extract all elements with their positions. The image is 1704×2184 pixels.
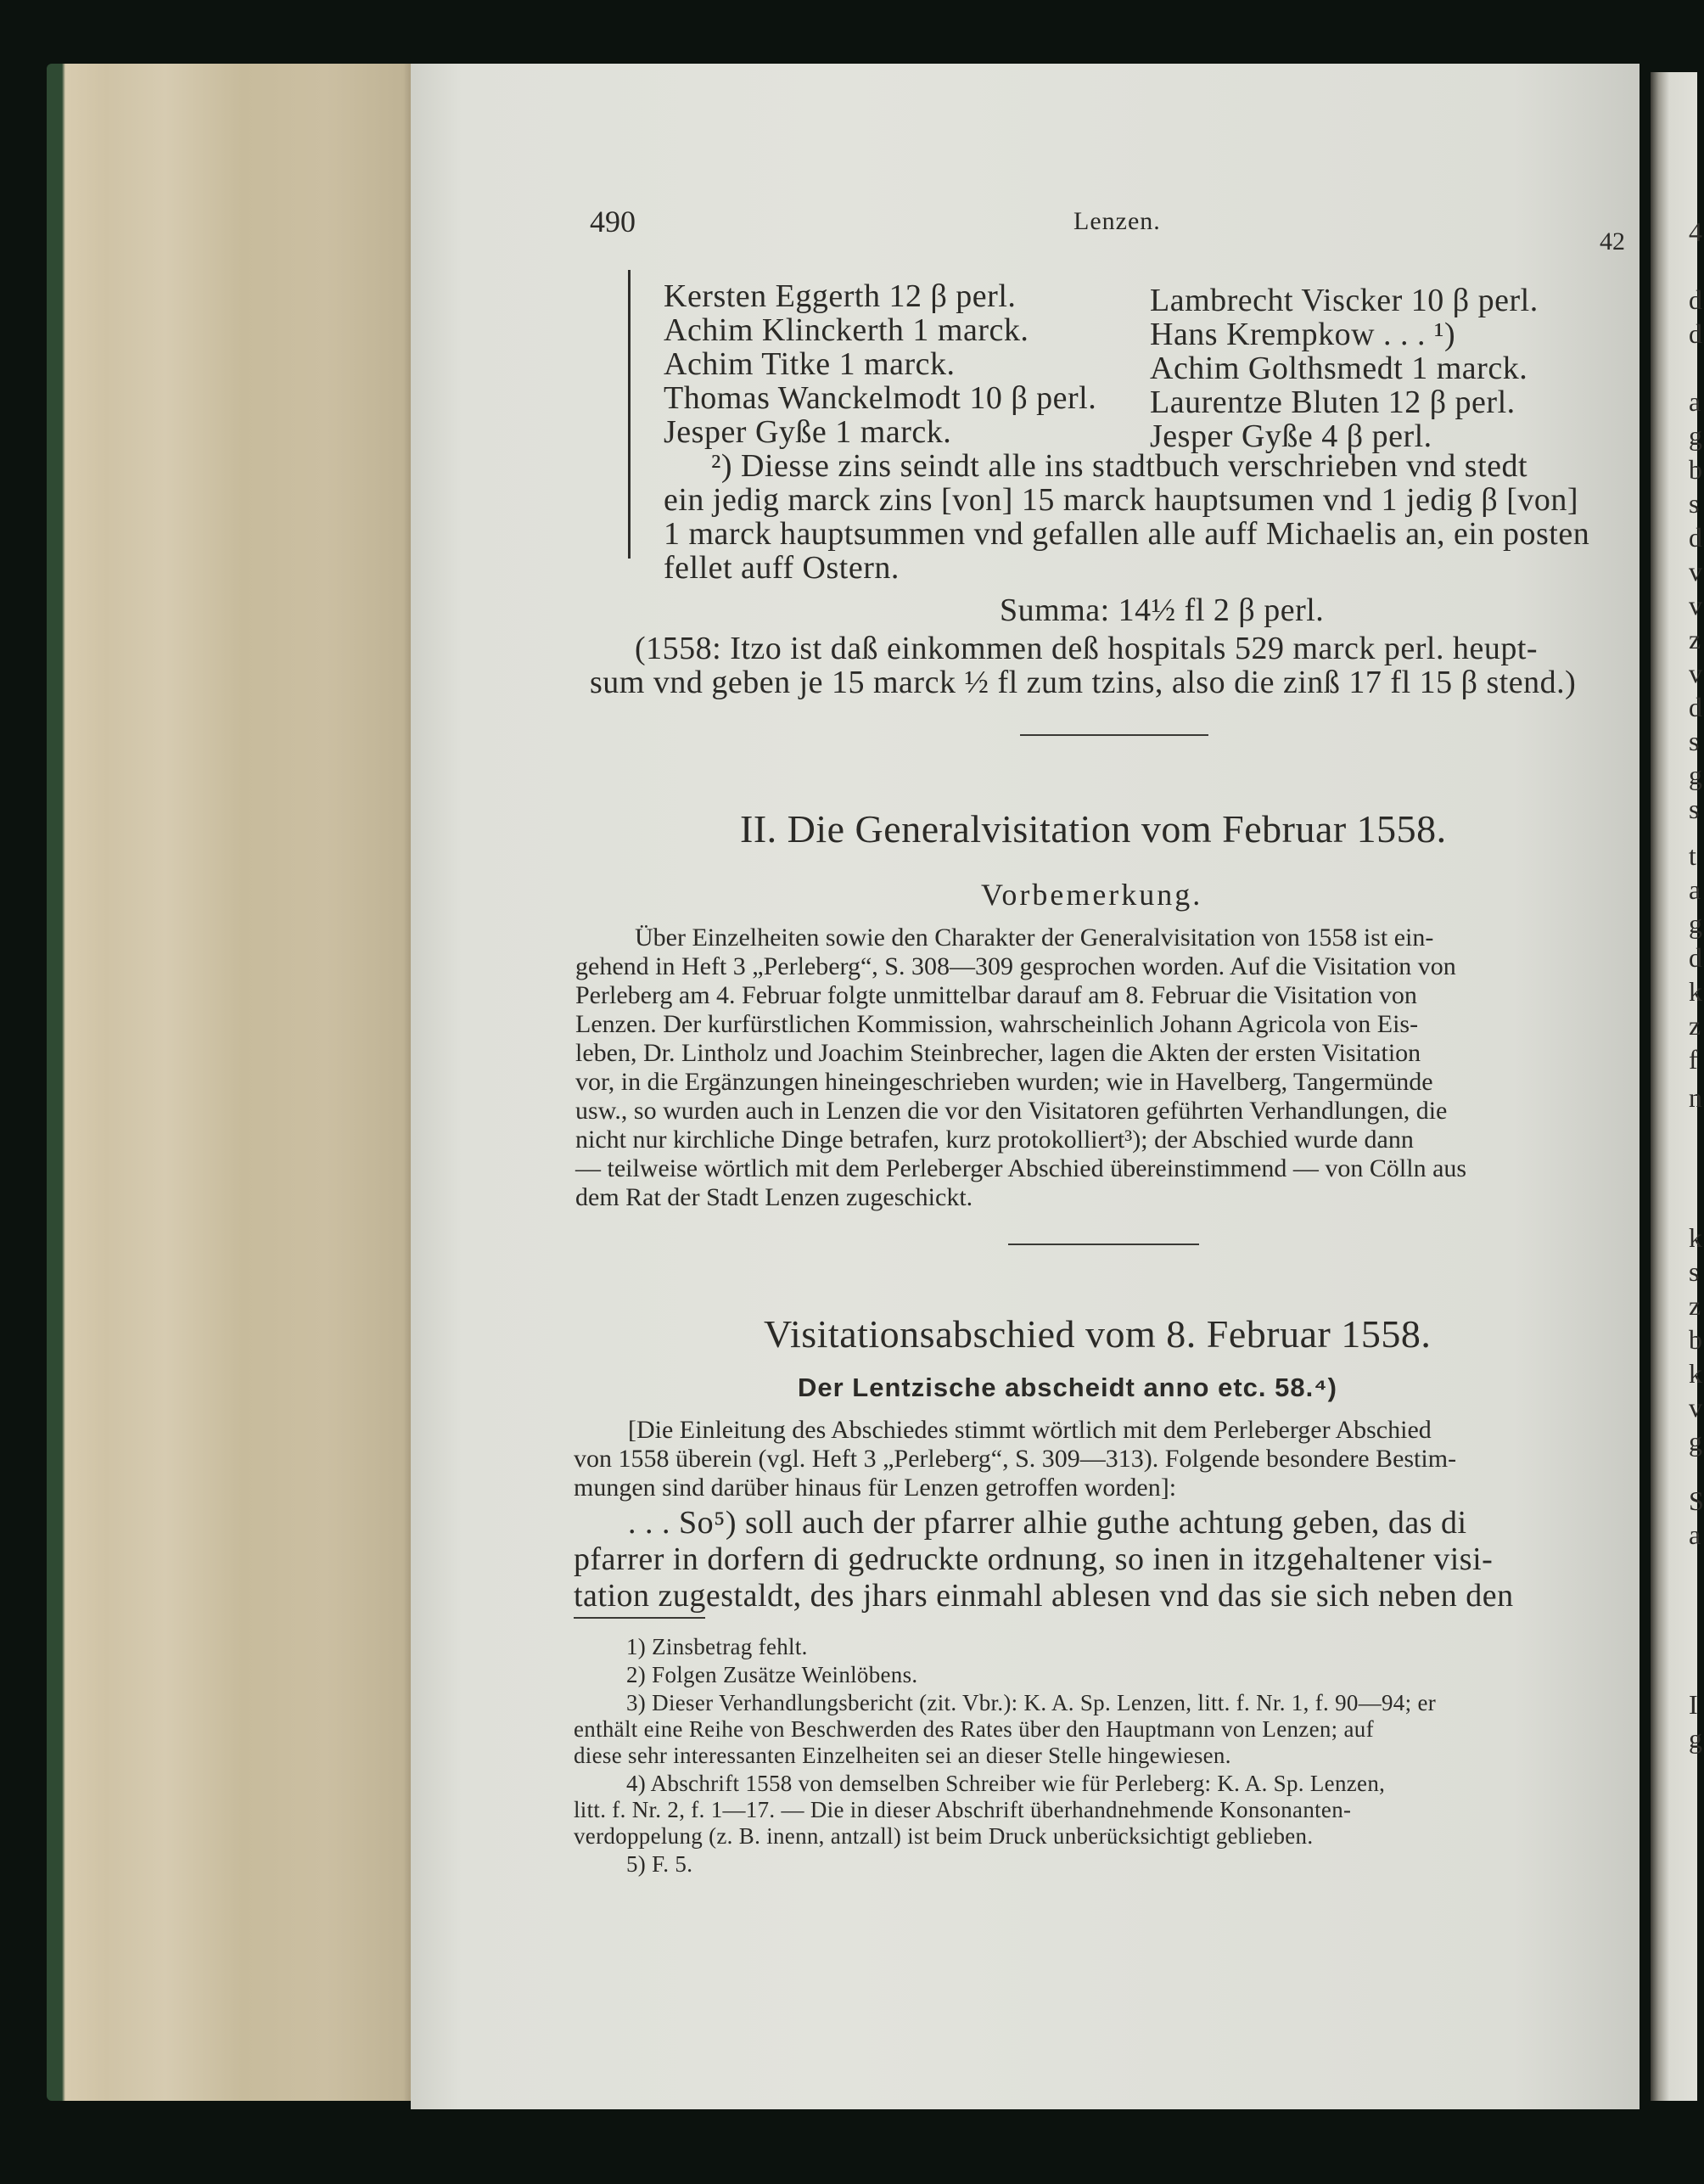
note-line: ein jedig marck zins [von] 15 marck hauptsumen vnd 1 jedig β [von] (664, 482, 1579, 518)
facing-page-char: t (1689, 840, 1696, 871)
note-line: 1 marck hauptsummen vnd gefallen alle auff Michaelis an, ein posten (664, 516, 1590, 552)
section-title: II. Die Generalvisitation vom Februar 1558. (740, 807, 1447, 851)
paragraph-line: nicht nur kirchliche Dinge betrafen, kurz protokolliert³); der Abschied wurde dann (575, 1126, 1414, 1154)
facing-page-char: z (1689, 1010, 1701, 1041)
intro-line: [Die Einleitung des Abschiedes stimmt wörtlich mit dem Perleberger Abschied (628, 1416, 1432, 1444)
facing-page-char: n (1689, 1082, 1702, 1113)
payment-entry: Achim Golthsmedt 1 marck. (1150, 351, 1528, 386)
payment-entry: Kersten Eggerth 12 β perl. (664, 278, 1017, 314)
facing-page-char: a (1689, 874, 1701, 905)
facing-page-char: s (1689, 1256, 1700, 1287)
footnote: 3) Dieser Verhandlungsbericht (zit. Vbr.): K. A. Sp. Lenzen, litt. f. Nr. 1, f. 90—94; er (626, 1690, 1437, 1715)
paragraph-line: Perleberg am 4. Februar folgte unmittelbar darauf am 8. Februar die Visitation von (575, 981, 1417, 1009)
facing-page-char: s (1689, 794, 1700, 824)
footnote: 1) Zinsbetrag fehlt. (626, 1634, 808, 1659)
paragraph-line: leben, Dr. Lintholz und Joachim Steinbrecher, lagen die Akten der ersten Visitation (575, 1039, 1421, 1067)
facing-page-char: s (1689, 726, 1700, 756)
facing-page-char: b (1689, 1324, 1702, 1355)
facing-page-char: v (1689, 658, 1702, 688)
note-line: ²) Diesse zins seindt alle ins stadtbuch verschrieben vnd stedt (711, 448, 1528, 484)
footnote: 2) Folgen Zusätze Weinlöbens. (626, 1662, 918, 1687)
facing-page-char: s (1689, 488, 1700, 519)
facing-page-char: g (1689, 760, 1702, 790)
footnote: enthält eine Reihe von Beschwerden des Rates über den Hauptmann von Lenzen; auf (574, 1716, 1374, 1742)
payment-entry: Jesper Gyße 1 marck. (664, 414, 952, 450)
facing-page-char: d (1689, 318, 1702, 349)
paragraph-line: vor, in die Ergänzungen hineingeschrieben wurden; wie in Havelberg, Tangermünde (575, 1068, 1433, 1096)
paragraph-line: dem Rat der Stadt Lenzen zugeschickt. (575, 1183, 973, 1211)
note-line: fellet auff Ostern. (664, 550, 900, 586)
facing-page-char: z (1689, 624, 1701, 654)
summa-line: Summa: 14½ fl 2 β perl. (1000, 592, 1325, 628)
intro-line: von 1558 überein (vgl. Heft 3 „Perleberg“, S. 309—313). Folgende besondere Bestim- (574, 1445, 1457, 1473)
facing-page-char: a (1689, 1519, 1701, 1550)
payment-entry: Lambrecht Viscker 10 β perl. (1150, 283, 1539, 318)
footnote: verdoppelung (z. B. inenn, antzall) ist beim Druck unberücksichtigt geblieben. (574, 1823, 1314, 1849)
facing-page-char: 4 (1689, 216, 1702, 247)
payment-entry: Achim Titke 1 marck. (664, 346, 956, 382)
section-divider (1020, 734, 1208, 736)
paragraph-line: — teilweise wörtlich mit dem Perleberger Abschied übereinstimmend — von Cölln aus (575, 1154, 1467, 1182)
intro-line: mungen sind darüber hinaus für Lenzen getroffen worden]: (574, 1474, 1177, 1502)
facing-page-char: d (1689, 522, 1702, 553)
facing-page-char: k (1689, 1358, 1702, 1389)
facing-page-char: g (1689, 908, 1702, 939)
facing-page-char: d (1689, 692, 1702, 722)
page-number: 490 (590, 205, 636, 239)
facing-page-char: b (1689, 454, 1702, 485)
facing-page-char: I (1689, 1689, 1698, 1720)
payment-entry: Achim Klinckerth 1 marck. (664, 312, 1029, 348)
facing-page-char: a (1689, 386, 1701, 417)
payment-entry: Jesper Gyße 4 β perl. (1150, 418, 1432, 454)
margin-rule (628, 270, 631, 559)
book-page-edges (47, 64, 412, 2101)
paragraph-line: gehend in Heft 3 „Perleberg“, S. 308—309 gesprochen worden. Auf die Visitation von (575, 952, 1456, 980)
income-line: sum vnd geben je 15 marck ½ fl zum tzins, also die zinß 17 fl 15 β stend.) (590, 665, 1577, 700)
abschied-title: Visitationsabschied vom 8. Februar 1558. (764, 1312, 1432, 1356)
facing-page-char: v (1689, 1392, 1702, 1423)
facing-page-char: S (1689, 1485, 1704, 1516)
facing-page-char: f (1689, 1044, 1698, 1075)
paragraph-line: Lenzen. Der kurfürstlichen Kommission, wahrscheinlich Johann Agricola von Eis- (575, 1010, 1419, 1038)
footnote: 4) Abschrift 1558 von demselben Schreiber wie für Perleberg: K. A. Sp. Lenzen, (626, 1771, 1386, 1796)
income-line: (1558: Itzo ist daß einkommen deß hospitals 529 marck perl. heupt- (635, 631, 1539, 666)
facing-page-char: g (1689, 1426, 1702, 1457)
facing-page-char: d (1689, 284, 1702, 315)
footnote: diese sehr interessanten Einzelheiten sei an dieser Stelle hingewiesen. (574, 1743, 1231, 1768)
facing-page-char: v (1689, 556, 1702, 587)
section-subtitle: Vorbemerkung. (981, 878, 1203, 912)
margin-number: 42 (1600, 227, 1625, 255)
running-head: Lenzen. (1073, 207, 1161, 235)
facing-page-char: g (1689, 420, 1702, 451)
abschied-subtitle: Der Lentzische abscheidt anno etc. 58.⁴) (798, 1373, 1337, 1402)
text-line: tation zugestaldt, des jhars einmahl ablesen vnd das sie sich neben den (574, 1578, 1514, 1614)
facing-page-char: k (1689, 976, 1702, 1007)
payment-entry: Laurentze Bluten 12 β perl. (1150, 385, 1516, 420)
payment-entry: Hans Krempkow . . . ¹) (1150, 317, 1456, 352)
text-line: pfarrer in dorfern di gedruckte ordnung, so inen in itzgehaltener visi- (574, 1541, 1494, 1577)
facing-page-char: d (1689, 942, 1702, 973)
paragraph-line: Über Einzelheiten sowie den Charakter der Generalvisitation von 1558 ist ein- (635, 924, 1434, 952)
paragraph-line: usw., so wurden auch in Lenzen die vor den Visitatoren geführten Verhandlungen, die (575, 1097, 1448, 1125)
text-line: . . . So⁵) soll auch der pfarrer alhie guthe achtung geben, das di (628, 1505, 1467, 1541)
section-divider (1008, 1244, 1199, 1245)
facing-page-char: z (1689, 1290, 1701, 1321)
facing-page-char: g (1689, 1723, 1702, 1754)
facing-page-char: v (1689, 590, 1702, 620)
footnote-rule (574, 1617, 705, 1619)
footnote: 5) F. 5. (626, 1851, 693, 1877)
facing-page-char: k (1689, 1222, 1702, 1253)
footnote: litt. f. Nr. 2, f. 1—17. — Die in dieser Abschrift überhandnehmende Konsonanten- (574, 1797, 1352, 1822)
payment-entry: Thomas Wanckelmodt 10 β perl. (664, 380, 1097, 416)
